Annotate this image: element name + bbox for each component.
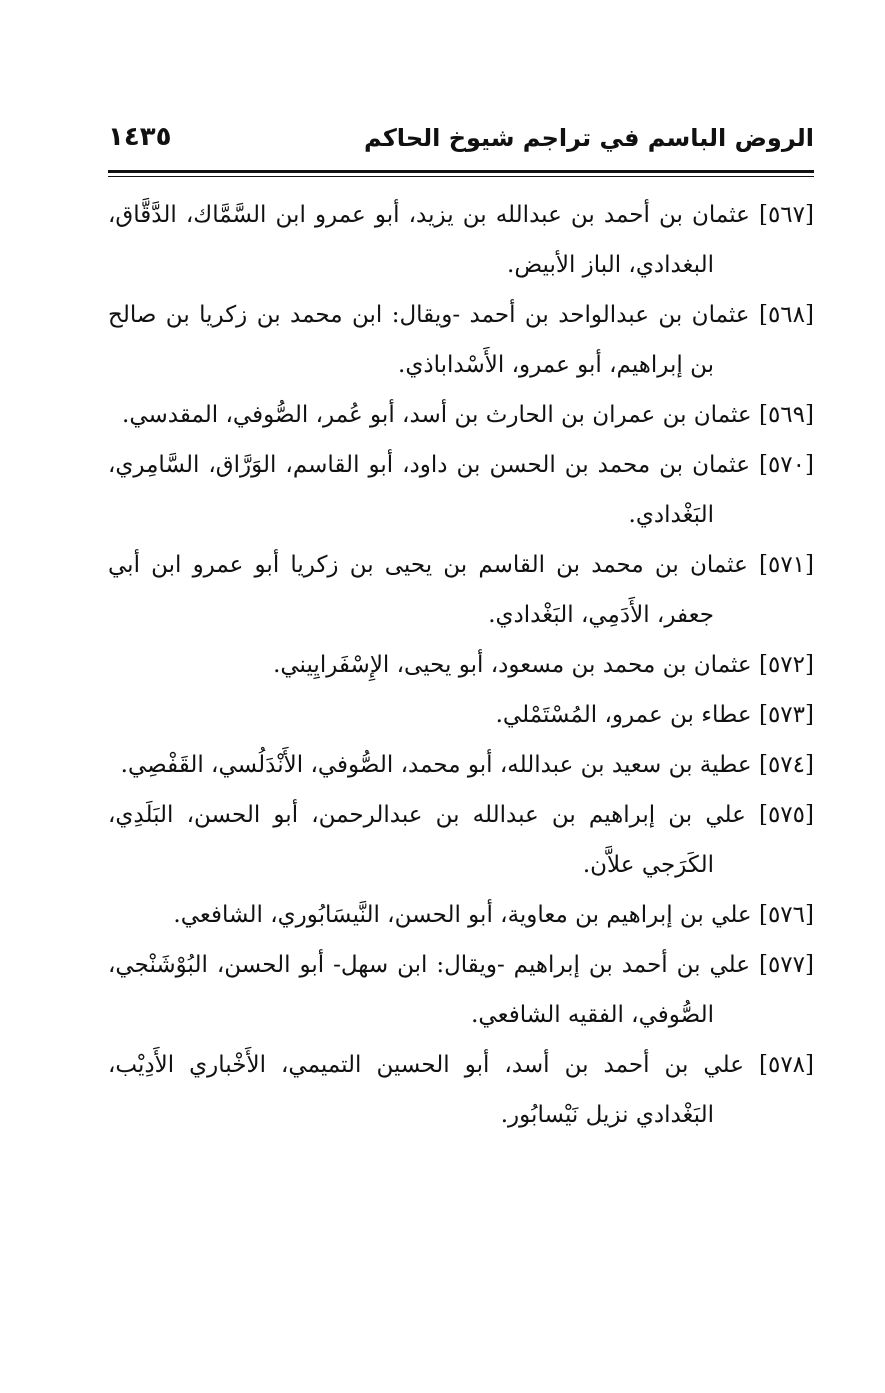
entry bbox=[108, 540, 814, 640]
entry-text: علي بن إبراهيم بن عبدالله بن عبدالرحمن، أبو الحسن، البَلَدِي، الكَرَجي علاَّن. bbox=[108, 802, 746, 878]
entry-number: [٥٧٤] bbox=[758, 752, 814, 778]
entry-text: عطاء بن عمرو، المُسْتَمْلي. bbox=[495, 702, 752, 728]
entry bbox=[108, 290, 814, 390]
page-number: ١٤٣٥ bbox=[108, 122, 172, 152]
entry-text: علي بن أحمد بن أسد، أبو الحسين التميمي، الأَخْباري الأَدِيْب، البَغْدادي نزيل نَيْسابُور. bbox=[108, 1052, 744, 1128]
entry-text: عثمان بن محمد بن القاسم بن يحيى بن زكريا أبو عمرو ابن أبي جعفر، الأَدَمِي، البَغْدادي. bbox=[108, 552, 748, 628]
entry-text: علي بن إبراهيم بن معاوية، أبو الحسن، النَّيسَابُوري، الشافعي. bbox=[173, 902, 752, 928]
entry bbox=[108, 440, 814, 540]
entry-number: [٥٧٢] bbox=[758, 652, 814, 678]
entry-number: [٥٦٩] bbox=[758, 402, 814, 428]
entry-text: عثمان بن عمران بن الحارث بن أسد، أبو عُمر، الصُّوفي، المقدسي. bbox=[122, 402, 752, 428]
entry bbox=[108, 740, 814, 790]
entry bbox=[108, 890, 814, 940]
entry-text: علي بن أحمد بن إبراهيم -ويقال: ابن سهل- أبو الحسن، البُوْشَنْجي، الصُّوفي، الفقيه الشافعي. bbox=[108, 952, 751, 1028]
entry bbox=[108, 790, 814, 890]
page-header bbox=[108, 118, 814, 162]
entry-list bbox=[108, 190, 814, 1140]
entry-number: [٥٦٧] bbox=[758, 202, 814, 228]
entry-number: [٥٧٠] bbox=[758, 452, 814, 478]
entry-text: عثمان بن عبدالواحد بن أحمد -ويقال: ابن محمد بن زكريا بن صالح بن إبراهيم، أبو عمرو، الأَسْداباذي. bbox=[108, 302, 750, 378]
entry-text: عثمان بن محمد بن مسعود، أبو يحيى، الإِسْفَرايِيني. bbox=[273, 652, 752, 678]
entry-text: عثمان بن أحمد بن عبدالله بن يزيد، أبو عمرو ابن السَّمَّاك، الدَّقَّاق، البغدادي، الباز الأبيض. bbox=[108, 202, 750, 278]
entry-number: [٥٧١] bbox=[758, 552, 815, 578]
running-title: الروض الباسم في تراجم شيوخ الحاكم bbox=[364, 124, 814, 152]
entry-number: [٥٧٦] bbox=[758, 902, 814, 928]
entry-number: [٥٧٧] bbox=[758, 952, 814, 978]
entry-text: عثمان بن محمد بن الحسن بن داود، أبو القاسم، الوَرَّاق، السَّامِري، البَغْدادي. bbox=[108, 452, 750, 528]
entry bbox=[108, 1040, 814, 1140]
entry bbox=[108, 690, 814, 740]
header-rule-thick bbox=[108, 170, 814, 173]
entry-text: عطية بن سعيد بن عبدالله، أبو محمد، الصُّوفي، الأَنْدَلُسي، القَفْصِي. bbox=[120, 752, 752, 778]
entry-number: [٥٧٥] bbox=[758, 802, 814, 828]
entry-number: [٥٧٨] bbox=[758, 1052, 815, 1078]
header-rule-thin bbox=[108, 176, 814, 177]
entry bbox=[108, 940, 814, 1040]
entry-number: [٥٧٣] bbox=[758, 702, 814, 728]
entry bbox=[108, 390, 814, 440]
entry-number: [٥٦٨] bbox=[758, 302, 814, 328]
entry bbox=[108, 190, 814, 290]
entry bbox=[108, 640, 814, 690]
